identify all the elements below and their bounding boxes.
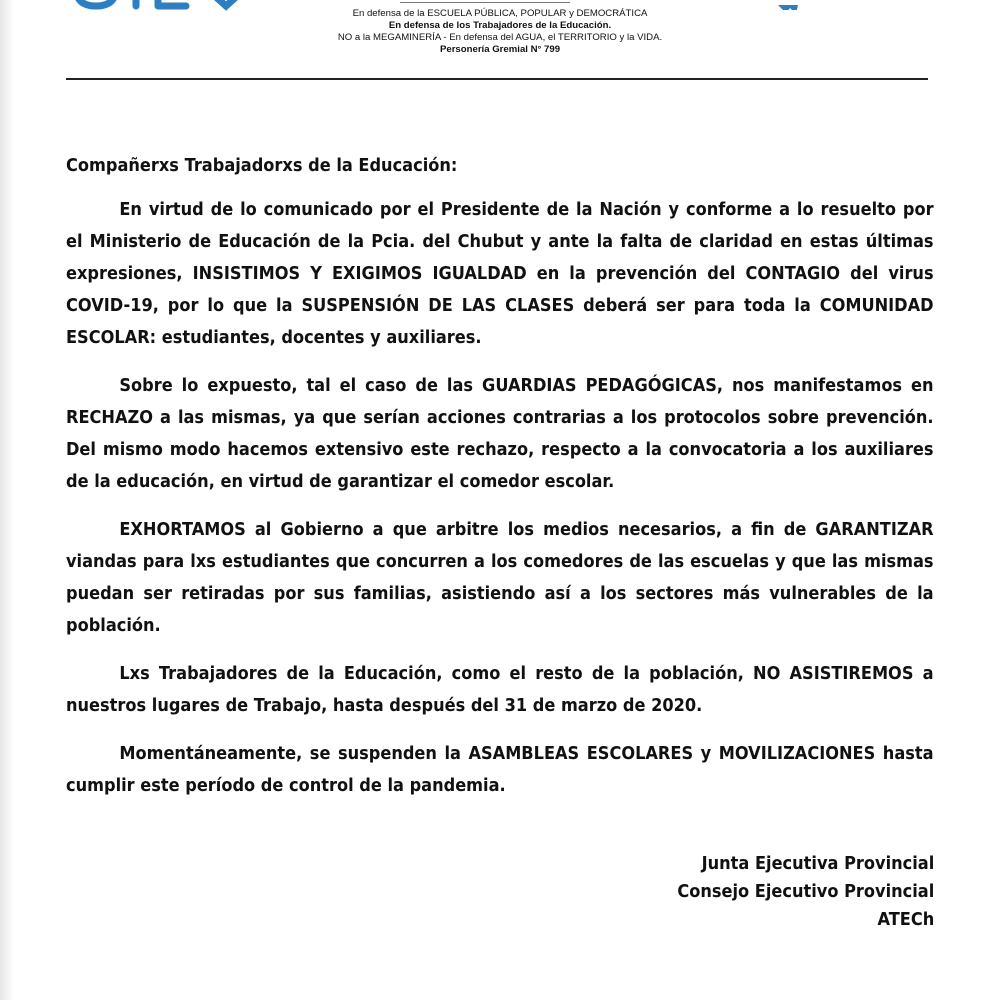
letterhead-line: Personería Gremial N° 799 [439, 44, 561, 55]
signature-block [677, 850, 934, 934]
emphasis-run: MOVILIZACIONES [718, 744, 876, 764]
emphasis-run: GARANTIZAR [815, 520, 934, 540]
text-run: viandas para lxs estudiantes que concurren a los comedores de las escuelas y que las mismas puedan ser retiradas por sus familias, asistiendo así a los sectores más vulnerables de la población. [66, 552, 934, 636]
signature-line: Consejo Ejecutivo Provincial [677, 882, 934, 902]
header-divider-short [400, 2, 570, 3]
emphasis-run: NO ASISTIREMOS [753, 664, 914, 684]
text-run: Momentáneamente, se suspenden la [119, 744, 469, 764]
paragraph-5 [66, 738, 934, 802]
emphasis-run: COMUNIDAD ESCOLAR [66, 296, 934, 348]
union-logo [66, 0, 271, 12]
signature-line: Junta Ejecutiva Provincial [701, 854, 934, 874]
letterhead-line: En defensa de los Trabajadores de la Educación. [388, 20, 612, 31]
letterhead-line: NO a la MEGAMINERÍA - En defensa del AGUA, el TERRITORIO y la VIDA. [337, 32, 663, 43]
header-rule [66, 78, 928, 80]
paragraph-1 [66, 194, 934, 354]
emblem-logo [776, 0, 800, 10]
signature-line: ATECh [877, 910, 934, 930]
paragraph-2 [66, 370, 934, 498]
emphasis-run: ASAMBLEAS ESCOLARES [468, 744, 694, 764]
emphasis-run: INSISTIMOS Y EXIGIMOS IGUALDAD [192, 264, 527, 284]
emphasis-run: CONTAGIO [745, 264, 841, 284]
text-run: a nuestros lugares de Trabajo, hasta después del 31 de marzo de 2020. [66, 664, 934, 716]
text-run: Lxs Trabajadores de la Educación, como el resto de la población, [119, 664, 754, 684]
paragraph-4 [66, 658, 934, 722]
text-run: : estudiantes, docentes y auxiliares. [149, 328, 482, 348]
text-run: hasta cumplir este período de control de la pandemia. [66, 744, 934, 796]
emphasis-run: SUSPENSIÓN DE LAS CLASES [301, 296, 575, 316]
letterhead-text [300, 8, 700, 56]
text-run: Sobre lo expuesto, tal el caso de las [119, 376, 483, 396]
text-run: , nos manifestamos en [716, 376, 934, 396]
text-run: al Gobierno a que arbitre los medios necesarios, a [245, 520, 752, 540]
text-run: a las mismas, ya que serían acciones contrarias a los protocolos sobre prevención. Del mismo modo hacemos extensivo este rechazo, respecto a la convocatoria a los auxiliares de la educación, en virtud de garantizar el comedor escolar. [66, 408, 934, 492]
text-run: y [693, 744, 719, 764]
text-run: del virus COVID-19, por lo que la [66, 264, 934, 316]
letterhead-line: En defensa de la ESCUELA PÚBLICA, POPULAR y DEMOCRÁTICA [352, 8, 648, 19]
letter-body [66, 150, 934, 818]
salutation: Compañerxs Trabajadorxs de la Educación: [66, 156, 458, 176]
text-run: deberá ser para toda la [574, 296, 820, 316]
paragraph-3 [66, 514, 934, 642]
text-run: en la prevención del [526, 264, 746, 284]
emphasis-run: RECHAZO [66, 408, 153, 428]
spellcheck-underlined-word: fin [751, 520, 775, 540]
emphasis-run: GUARDIAS PEDAGÓGICAS [482, 376, 717, 396]
emphasis-run: EXHORTAMOS [119, 520, 246, 540]
text-run: En virtud de lo comunicado por el Presidente de la Nación y conforme a lo resuelto por el Ministerio de Educación de la Pcia. del Chubut y ante la falta de claridad en estas últimas expresiones, [66, 200, 934, 284]
text-run: de [774, 520, 816, 540]
page-edge-shadow [0, 0, 14, 1000]
